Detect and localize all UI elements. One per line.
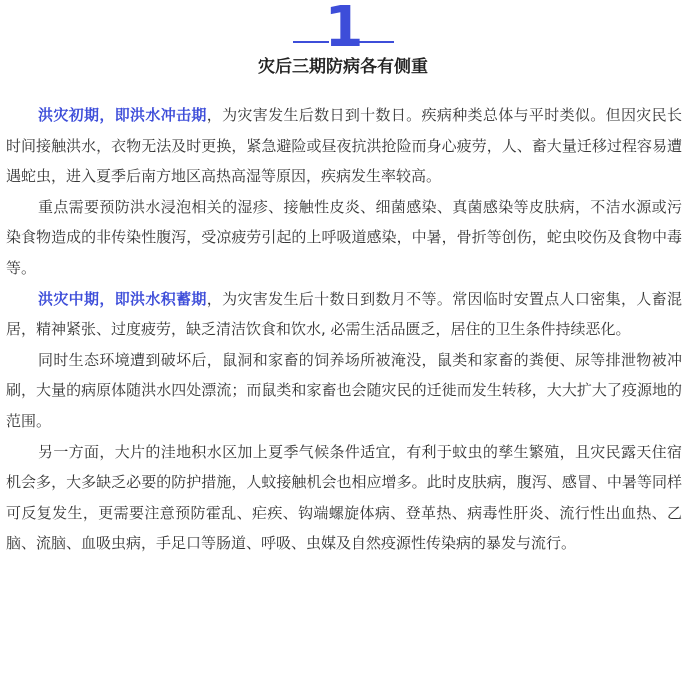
- paragraph-text: ，为灾害发生后数日到十数日。疾病种类总体与平时类似。但因灾民长时间接触洪水，衣物无法及时更换，紧急避险或昼夜抗洪抢险而身心疲劳，人、畜大量迁移过程容易遭遇蛇虫，进入夏季后南方地区高热高湿等原因，疾病发生率较高。: [6, 106, 682, 186]
- paragraph-text: 另一方面，大片的洼地积水区加上夏季气候条件适宜，有利于蚊虫的孳生繁殖，且灾民露天住宿机会多，大多缺乏必要的防护措施，人蚊接触机会也相应增多。此时皮肤病，腹泻、感冒、中暑等同样可反复发生，更需要注意预防霍乱、疟疾、钩端螺旋体病、登革热、病毒性肝炎、流行性出血热、乙脑、流脑、血吸虫病，手足口等肠道、呼吸、虫媒及自然疫源性传染病的暴发与流行。: [6, 442, 682, 553]
- paragraph-text: 同时生态环境遭到破坏后，鼠洞和家畜的饲养场所被淹没，鼠类和家畜的粪便、尿等排泄物被冲刷，大量的病原体随洪水四处漂流；而鼠类和家畜也会随灾民的迁徙而发生转移，大大扩大了疫源地的范围。: [6, 350, 682, 430]
- article-body: [6, 100, 682, 559]
- section-header: [0, 0, 686, 88]
- section-number: 1: [324, 0, 362, 60]
- paragraph-text: ，为灾害发生后十数日到数月不等。常因临时安置点人口密集，人畜混居，精神紧张、过度疲劳，缺乏清洁饮食和饮水, 必需生活品匮乏，居住的卫生条件持续恶化。: [6, 289, 682, 339]
- paragraph-highlight: 洪灾初期，即洪水冲击期: [38, 106, 207, 124]
- paragraph-early-prevention: [6, 192, 682, 284]
- paragraph-text: 重点需要预防洪水浸泡相关的湿疹、接触性皮炎、细菌感染、真菌感染等皮肤病，不洁水源或污染食物造成的非传染性腹泻，受凉疲劳引起的上呼吸道感染，中暑，骨折等创伤，蛇虫咬伤及食物中毒等。: [6, 197, 682, 277]
- paragraph-highlight: 洪灾中期，即洪水积蓄期: [38, 289, 207, 308]
- paragraph-mosquito: [6, 437, 682, 559]
- section-title: 灾后三期防病各有侧重: [258, 57, 428, 77]
- paragraph-ecology: [6, 345, 682, 437]
- paragraph-middle-stage: [6, 284, 682, 345]
- paragraph-early-stage: [6, 100, 682, 192]
